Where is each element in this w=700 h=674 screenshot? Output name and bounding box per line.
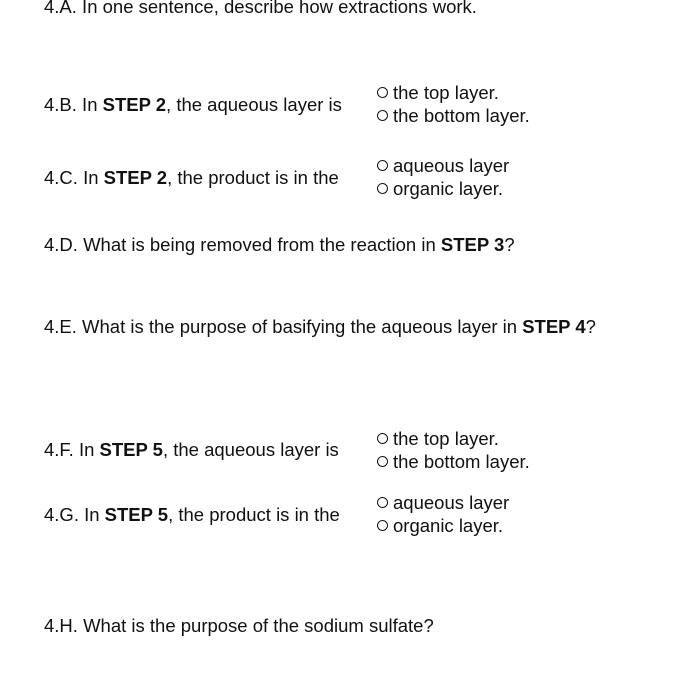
question-4g-prefix: 4.G. In [44, 504, 105, 525]
option-4b-bottom-layer[interactable] [377, 104, 530, 127]
option-label: the bottom layer. [393, 105, 530, 126]
radio-button-icon[interactable] [377, 87, 388, 98]
question-4e-suffix: ? [585, 316, 596, 337]
question-4d-prefix: 4.D. What is being removed from the reaction in [44, 234, 441, 255]
question-4d-step: STEP 3 [440, 234, 505, 255]
option-4g-aqueous-layer[interactable] [377, 491, 509, 514]
question-4h-text: 4.H. What is the purpose of the sodium sulfate? [44, 615, 434, 636]
option-4c-aqueous-layer[interactable] [377, 154, 509, 177]
question-4g-step: STEP 5 [104, 504, 169, 525]
question-4f-step: STEP 5 [99, 439, 163, 460]
question-4f-suffix: , the aqueous layer is [162, 439, 339, 460]
question-4f-prefix: 4.F. In [44, 439, 100, 460]
option-4c-organic-layer[interactable] [377, 177, 509, 200]
question-4g-options [377, 491, 509, 537]
question-4b-step: STEP 2 [102, 94, 167, 115]
option-4f-top-layer[interactable] [377, 427, 530, 450]
radio-button-icon[interactable] [377, 160, 388, 171]
question-4e-prefix: 4.E. What is the purpose of basifying the aqueous layer in [44, 316, 523, 337]
question-4b-options [377, 81, 530, 127]
option-label: aqueous layer [393, 492, 510, 513]
question-4f [44, 439, 339, 461]
question-4c-prefix: 4.C. In [44, 167, 104, 188]
question-4a [44, 0, 477, 18]
question-4c-step: STEP 2 [103, 167, 168, 188]
option-label: the bottom layer. [393, 451, 530, 472]
option-4g-organic-layer[interactable] [377, 514, 509, 537]
question-4e-step: STEP 4 [522, 316, 586, 337]
question-4b [44, 94, 342, 116]
option-label: organic layer. [393, 515, 504, 536]
radio-button-icon[interactable] [377, 520, 388, 531]
question-4c [44, 167, 339, 189]
question-4b-prefix: 4.B. In [44, 94, 103, 115]
radio-button-icon[interactable] [377, 183, 388, 194]
radio-button-icon[interactable] [377, 456, 388, 467]
option-4b-top-layer[interactable] [377, 81, 530, 104]
question-4h [44, 615, 434, 637]
option-label: the top layer. [393, 82, 499, 103]
option-label: organic layer. [393, 178, 504, 199]
radio-button-icon[interactable] [377, 433, 388, 444]
option-label: aqueous layer [393, 155, 510, 176]
option-4f-bottom-layer[interactable] [377, 450, 530, 473]
radio-button-icon[interactable] [377, 110, 388, 121]
radio-button-icon[interactable] [377, 497, 388, 508]
question-4d-suffix: ? [504, 234, 515, 255]
question-4b-suffix: , the aqueous layer is [166, 94, 342, 115]
option-label: the top layer. [393, 428, 499, 449]
question-4g [44, 504, 340, 526]
question-4a-text: 4.A. In one sentence, describe how extractions work. [44, 0, 477, 17]
question-4c-suffix: , the product is in the [167, 167, 339, 188]
question-4e [44, 316, 596, 338]
question-4d [44, 234, 515, 256]
question-4c-options [377, 154, 509, 200]
question-4f-options [377, 427, 530, 473]
question-4g-suffix: , the product is in the [168, 504, 340, 525]
